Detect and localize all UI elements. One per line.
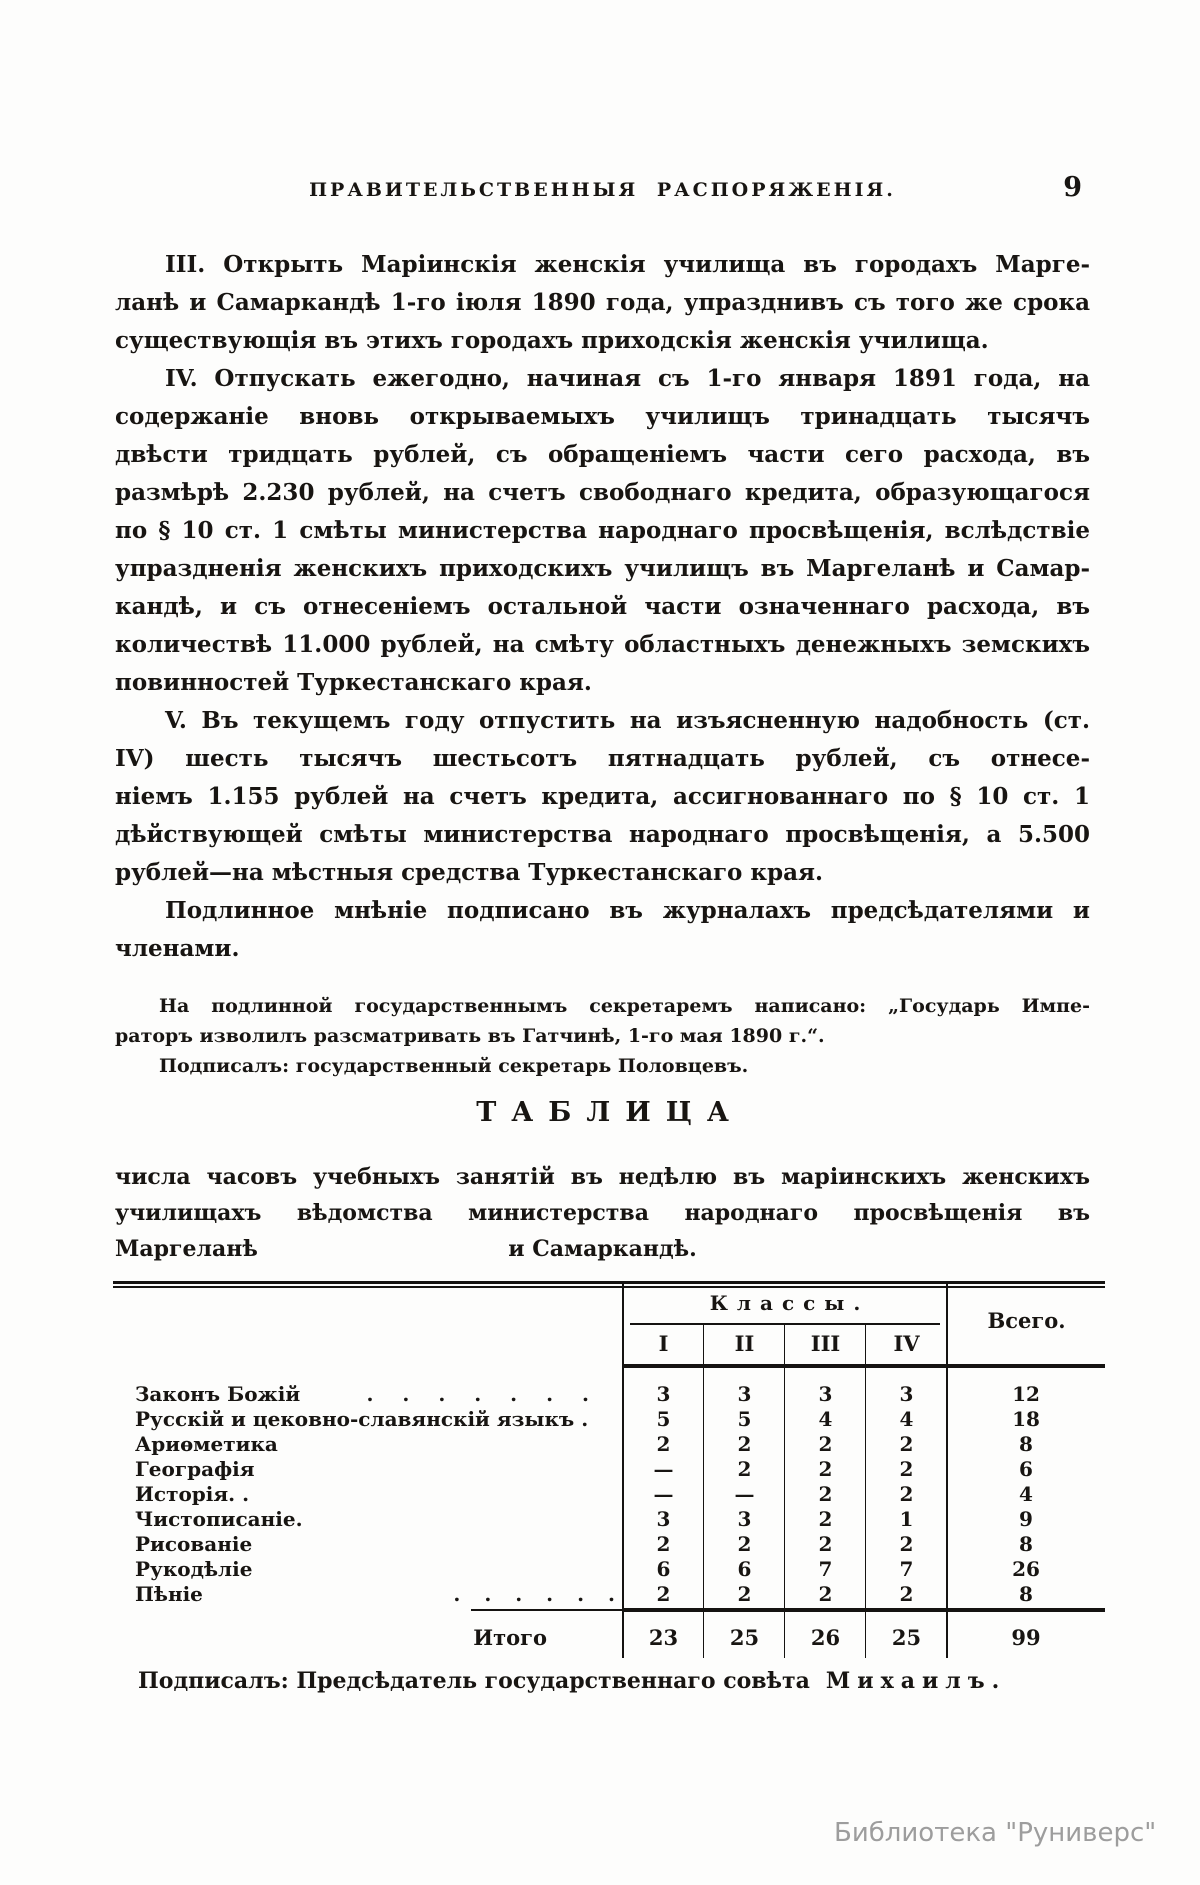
footer-rule-right [622, 1608, 1105, 1612]
column-header-class-3: III [810, 1331, 841, 1356]
text-line: по § 10 ст. 1 смѣты министерства народнаго просвѣщенія, вслѣдствіе [115, 517, 1090, 544]
text-line: существующія въ этихъ городахъ приходскія женскія училища. [115, 327, 989, 354]
text-line: III. Открыть Маріинскія женскія училища въ городахъ Марге- [165, 251, 1090, 278]
text-line: IV. Отпускать ежегодно, начиная съ 1-го января 1891 года, на [165, 365, 1090, 392]
table-subtitle [115, 1159, 1090, 1267]
table-row [113, 1482, 1105, 1507]
total-row-label: Итого [473, 1625, 547, 1650]
hours-cell: 2 [818, 1582, 833, 1606]
small-print-note [115, 991, 1090, 1081]
column-header-class-2: II [734, 1331, 755, 1356]
paragraph-v [115, 702, 1090, 892]
hours-cell: 2 [899, 1432, 914, 1456]
running-header [115, 172, 1090, 203]
hours-cell: — [653, 1457, 674, 1481]
hours-cell: 2 [656, 1532, 671, 1556]
hours-cell: 2 [656, 1582, 671, 1606]
hours-cell: 2 [656, 1432, 671, 1456]
subject-label: Законъ Божій [135, 1382, 301, 1406]
hours-cell: 6 [656, 1557, 671, 1581]
hours-cell: 4 [818, 1407, 833, 1431]
total-cell: 9 [1019, 1507, 1033, 1531]
footer-rule-left [471, 1609, 623, 1611]
text-line: раторъ изволилъ разсматривать въ Гатчинѣ, 1-го мая 1890 г.“. [115, 1025, 825, 1047]
hours-cell: 3 [656, 1507, 671, 1531]
table-row [113, 1432, 1105, 1457]
hours-cell: 2 [818, 1457, 833, 1481]
text-line: рублей—на мѣстныя средства Туркестанскаго края. [115, 859, 824, 886]
page-number: 9 [1063, 172, 1082, 203]
page-title: ПРАВИТЕЛЬСТВЕННЫЯ РАСПОРЯЖЕНІЯ. [309, 179, 896, 201]
hours-cell: — [653, 1482, 674, 1506]
paragraph-iv [115, 360, 1090, 702]
text-line: V. Въ текущемъ году отпустить на изъясненную надобность (ст. [165, 707, 1090, 734]
total-cell: 8 [1019, 1432, 1033, 1456]
text-line: кандѣ, и съ отнесеніемъ остальной части означеннаго расхода, въ [115, 593, 1090, 620]
subject-label: Рисованіе [135, 1532, 253, 1556]
hours-cell: 3 [656, 1382, 671, 1406]
hours-cell: 4 [899, 1407, 914, 1431]
table-row [113, 1407, 1105, 1432]
hours-cell: 6 [737, 1557, 752, 1581]
column-group-header: Классы. [709, 1291, 870, 1315]
hours-cell: 25 [729, 1625, 760, 1650]
table-row [113, 1582, 1105, 1607]
text-line: На подлинной государственнымъ секретаремъ написано: „Государь Импе- [159, 995, 1090, 1017]
column-header-class-4: IV [893, 1331, 920, 1356]
hours-cell: 7 [818, 1557, 833, 1581]
hours-cell: 2 [737, 1532, 752, 1556]
table-body [113, 1382, 1105, 1607]
hours-cell: 2 [818, 1432, 833, 1456]
subject-label: Исторія. . [135, 1482, 250, 1506]
hours-cell: 3 [899, 1382, 914, 1406]
subject-label: Пѣніе [135, 1582, 203, 1606]
text-line: количествѣ 11.000 рублей, на смѣту областныхъ денежныхъ земскихъ [115, 631, 1090, 658]
hours-cell: 3 [818, 1382, 833, 1406]
table-top-rule [113, 1281, 1105, 1288]
paragraph-signing-note [115, 892, 1090, 968]
signature-prefix: Подписалъ: Предсѣдатель государственнаго совѣта [138, 1668, 810, 1694]
hours-cell: 2 [899, 1582, 914, 1606]
subject-label: Чистописаніе. [135, 1507, 303, 1531]
table-row [113, 1557, 1105, 1582]
total-cell: 18 [1012, 1407, 1040, 1431]
column-header-class-1: I [658, 1331, 669, 1356]
text-line: и Самаркандѣ. [508, 1236, 697, 1262]
hours-cell: 1 [899, 1507, 914, 1531]
table-row [113, 1532, 1105, 1557]
hours-cell: 2 [737, 1582, 752, 1606]
text-line: содержаніе вновь открываемыхъ училищъ тринадцать тысячъ [115, 403, 1090, 430]
signature-name: Михаилъ. [825, 1668, 1007, 1694]
table-heading: ТАБЛИЦА [476, 1097, 744, 1128]
text-line: членами. [115, 935, 240, 962]
total-cell: 8 [1019, 1532, 1033, 1556]
text-line: ланѣ и Самаркандѣ 1-го іюля 1890 года, упразднивъ съ того же срока [115, 289, 1090, 316]
hours-cell: 3 [737, 1507, 752, 1531]
hours-cell: — [734, 1482, 755, 1506]
hours-cell: 2 [737, 1457, 752, 1481]
table-row [113, 1382, 1105, 1407]
hours-cell: 2 [818, 1532, 833, 1556]
header-rule [630, 1323, 940, 1325]
total-cell: 6 [1019, 1457, 1033, 1481]
body-text [115, 246, 1090, 968]
text-line: Подписалъ: государственный секретарь Половцевъ. [159, 1055, 749, 1077]
subject-label: Географія [135, 1457, 255, 1481]
library-watermark: Библиотека "Руниверс" [834, 1818, 1157, 1848]
paragraph-iii [115, 246, 1090, 360]
total-column-header: Всего. [987, 1308, 1066, 1333]
hours-cell: 2 [899, 1457, 914, 1481]
hours-cell: 2 [818, 1482, 833, 1506]
lesson-hours-table [113, 1281, 1105, 1663]
hours-cell: 5 [737, 1407, 752, 1431]
text-line: числа часовъ учебныхъ занятій въ недѣлю въ маріинскихъ женскихъ [115, 1164, 1090, 1190]
text-line: размѣрѣ 2.230 рублей, на счетъ свободнаго кредита, образующагося [115, 479, 1090, 506]
hours-cell: 2 [899, 1532, 914, 1556]
text-line: упраздненія женскихъ приходскихъ училищъ въ Маргеланѣ и Самар- [115, 555, 1090, 582]
subject-label: Русскій и цековно-славянскій языкъ . [135, 1407, 589, 1431]
text-line: двѣсти тридцать рублей, съ обращеніемъ части сего расхода, въ [115, 441, 1090, 468]
hours-cell: 2 [737, 1432, 752, 1456]
text-line: ніемъ 1.155 рублей на счетъ кредита, ассигнованнаго по § 10 ст. 1 [115, 783, 1090, 810]
total-cell: 26 [1012, 1557, 1040, 1581]
total-cell: 99 [1011, 1625, 1041, 1650]
leader-dots: . . . . . . . [366, 1382, 589, 1406]
hours-cell: 3 [737, 1382, 752, 1406]
total-cell: 8 [1019, 1582, 1033, 1606]
table-total-row [113, 1622, 1105, 1654]
text-line: училищахъ вѣдомства министерства народнаго просвѣщенія въ Маргеланѣ [115, 1200, 1090, 1262]
table-row [113, 1457, 1105, 1482]
signature-line [138, 1668, 1006, 1694]
hours-cell: 2 [899, 1482, 914, 1506]
hours-cell: 7 [899, 1557, 914, 1581]
text-line: повинностей Туркестанскаго края. [115, 669, 592, 696]
total-cell: 4 [1019, 1482, 1033, 1506]
subject-label: Ариѳметика [135, 1432, 278, 1456]
header-bottom-rule [623, 1364, 1105, 1368]
text-line: дѣйствующей смѣты министерства народнаго просвѣщенія, а 5.500 [115, 821, 1090, 848]
hours-cell: 5 [656, 1407, 671, 1431]
hours-cell: 25 [891, 1625, 922, 1650]
text-line: Подлинное мнѣніе подписано въ журналахъ предсѣдателями и [165, 897, 1090, 924]
total-cell: 12 [1012, 1382, 1040, 1406]
subject-label: Рукодѣліе [135, 1557, 253, 1581]
table-row [113, 1507, 1105, 1532]
hours-cell: 23 [648, 1625, 679, 1650]
hours-cell: 26 [810, 1625, 841, 1650]
hours-cell: 2 [818, 1507, 833, 1531]
text-line: IV) шесть тысячъ шестьсотъ пятнадцать рублей, съ отнесе- [115, 745, 1090, 772]
leader-dots: . . . . . . [453, 1582, 615, 1606]
